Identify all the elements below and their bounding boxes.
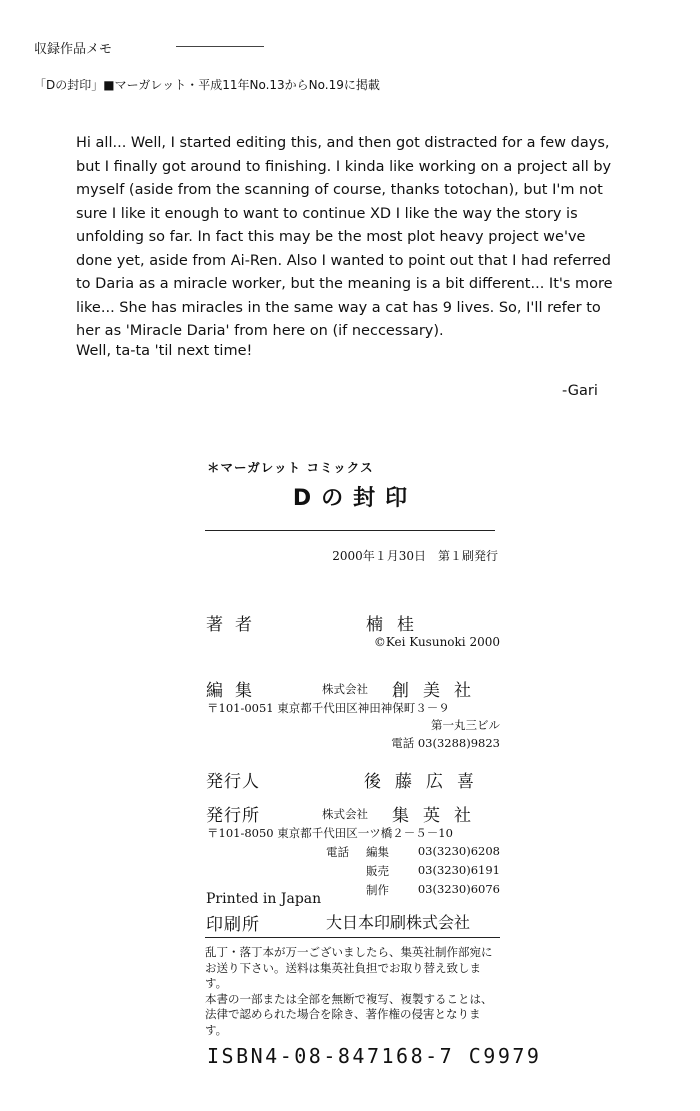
memo-underline <box>176 46 264 47</box>
phone-number: 03(3230)6076 <box>417 882 500 896</box>
phone-dept: 制作 <box>366 883 389 897</box>
memo-heading: 収録作品メモ <box>34 42 113 57</box>
issuer-name: 後藤広喜 <box>364 772 488 792</box>
editor-company-type: 株式会社 <box>322 682 368 696</box>
letter-signature: -Gari <box>562 383 598 399</box>
publisher-company-type: 株式会社 <box>322 807 368 821</box>
publisher-address: 〒101-8050 東京都千代田区一ツ橋２－５－10 <box>207 826 453 840</box>
legal-notice <box>205 937 500 1038</box>
letter-closing: Well, ta-ta 'til next time! <box>76 343 253 359</box>
publisher-label: 発行所 <box>206 806 260 826</box>
letter-paragraph: Hi all... Well, I started editing this, and then got distracted for a few days, but I finally got around to finishing. I kinda like working on a project all by myself (aside from the scanning of course, thanks totochan), but I'm not sure I like it enough to want to continue XD I like the way the story is unfolding so far. In fact this may be the most plot heavy project we've done yet, aside from Ai-Ren. Also I wanted to point out that I had referred to Daria as a miracle worker, but the meaning is a bit different... It's more like... She has miracles in the same way a cat has 9 lives. So, I'll refer to her as 'Miracle Daria' from here on (if neccessary). <box>76 135 613 339</box>
series-name: ＊マーガレット コミックス <box>207 460 374 475</box>
editor-label: 編集 <box>206 681 264 701</box>
translator-letter <box>76 132 616 344</box>
editor-company: 創美社 <box>392 681 485 701</box>
isbn-code: ISBN4-08-847168-7 C9979 <box>207 1044 542 1068</box>
editor-building: 第一丸三ビル <box>431 718 500 732</box>
editor-address: 〒101-0051 東京都千代田区神田神保町３－９ <box>207 701 450 715</box>
publisher-phone-label: 電話 <box>326 845 349 859</box>
notice-paragraph: 本書の一部または全部を無断で複写、複製することは、法律で認められた場合を除き、著作権の侵害となります。 <box>205 991 493 1037</box>
printer-label: 印刷所 <box>206 915 260 935</box>
title-rule <box>205 530 495 531</box>
phone-number: 03(3230)6191 <box>417 863 500 877</box>
phone-number: 03(3230)6208 <box>417 844 500 858</box>
author-copyright: ©Kei Kusunoki 2000 <box>373 635 500 649</box>
editor-phone: 電話 03(3288)9823 <box>391 736 500 750</box>
printer-name: 大日本印刷株式会社 <box>326 913 471 932</box>
publisher-company: 集英社 <box>392 806 485 826</box>
edition-date: 2000年１月30日 第１刷発行 <box>332 549 498 563</box>
publication-note: 「Dの封印」■マーガレット・平成11年No.13からNo.19に掲載 <box>34 78 380 92</box>
notice-paragraph: 乱丁・落丁本が万一ございましたら、集英社制作部宛にお送り下さい。送料は集英社負担でお取り替え致します。 <box>205 945 493 990</box>
author-label: 著者 <box>206 615 264 635</box>
printed-in-japan: Printed in Japan <box>206 891 322 907</box>
book-title: Dの封印 <box>292 486 418 511</box>
author-name: 楠桂 <box>366 615 428 635</box>
phone-dept: 販売 <box>366 864 389 878</box>
phone-dept: 編集 <box>366 845 389 859</box>
issuer-label: 発行人 <box>206 772 260 792</box>
